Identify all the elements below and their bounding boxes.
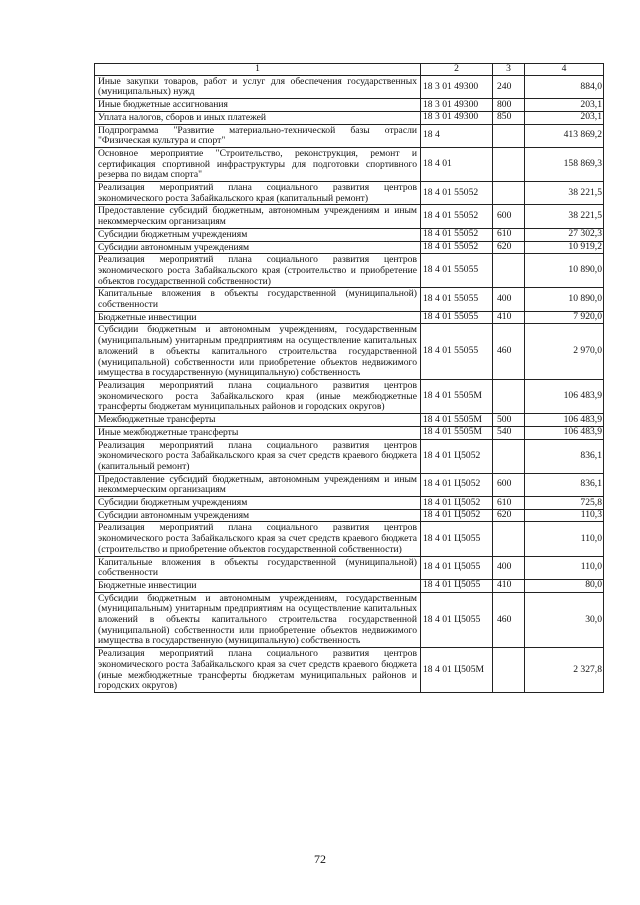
row-amount-cell: 2 970,0: [525, 324, 604, 380]
row-amount-cell: 884,0: [525, 75, 604, 98]
row-type-cell: 500: [493, 414, 525, 427]
table-row: [95, 99, 604, 112]
row-type-cell: 400: [493, 556, 525, 579]
row-name-cell: Реализация мероприятий плана социального развития центров экономического роста Забайкальского края (капитальный ремонт): [95, 182, 421, 205]
row-code-cell: 18 4 01 Ц5055: [421, 592, 493, 648]
table-row: [95, 439, 604, 473]
row-amount-cell: 725,8: [525, 497, 604, 510]
row-type-cell: 460: [493, 592, 525, 648]
row-code-cell: 18 4 01 Ц5052: [421, 497, 493, 510]
table-row: [95, 311, 604, 324]
table-row: [95, 182, 604, 205]
row-type-cell: 610: [493, 228, 525, 241]
table-row: [95, 473, 604, 496]
table-row: [95, 648, 604, 693]
table-row: [95, 228, 604, 241]
row-amount-cell: 80,0: [525, 579, 604, 592]
row-type-cell: 540: [493, 426, 525, 439]
row-code-cell: 18 4 01 5505М: [421, 414, 493, 427]
table-header-row: [95, 64, 604, 76]
row-amount-cell: 203,1: [525, 111, 604, 124]
table-row: [95, 379, 604, 413]
row-code-cell: 18 3 01 49300: [421, 99, 493, 112]
table-row: [95, 147, 604, 181]
row-type-cell: 410: [493, 311, 525, 324]
row-amount-cell: 836,1: [525, 439, 604, 473]
row-type-cell: [493, 124, 525, 147]
table-row: [95, 522, 604, 556]
row-code-cell: 18 4 01: [421, 147, 493, 181]
row-type-cell: [493, 147, 525, 181]
row-code-cell: 18 4 01 Ц5052: [421, 473, 493, 496]
table-row: [95, 241, 604, 254]
row-amount-cell: 7 920,0: [525, 311, 604, 324]
row-type-cell: 620: [493, 509, 525, 522]
row-code-cell: 18 4 01 5505М: [421, 426, 493, 439]
row-name-cell: Бюджетные инвестиции: [95, 579, 421, 592]
row-name-cell: Капитальные вложения в объекты государственной (муниципальной) собственности: [95, 288, 421, 311]
row-type-cell: 620: [493, 241, 525, 254]
row-amount-cell: 2 327,8: [525, 648, 604, 693]
table-row: [95, 111, 604, 124]
row-type-cell: [493, 254, 525, 288]
row-amount-cell: 38 221,5: [525, 205, 604, 228]
row-type-cell: [493, 439, 525, 473]
row-code-cell: 18 3 01 49300: [421, 75, 493, 98]
row-amount-cell: 836,1: [525, 473, 604, 496]
row-name-cell: Предоставление субсидий бюджетным, автономным учреждениям и иным некоммерческим организациям: [95, 473, 421, 496]
row-type-cell: 600: [493, 205, 525, 228]
row-name-cell: Иные закупки товаров, работ и услуг для обеспечения государственных (муниципальных) нужд: [95, 75, 421, 98]
page-number: 72: [314, 852, 326, 866]
header-cell-code: 2: [421, 64, 493, 76]
table-body: [95, 64, 604, 693]
row-type-cell: 850: [493, 111, 525, 124]
table-row: [95, 205, 604, 228]
row-code-cell: 18 3 01 49300: [421, 111, 493, 124]
row-name-cell: Уплата налогов, сборов и иных платежей: [95, 111, 421, 124]
row-type-cell: 240: [493, 75, 525, 98]
table-row: [95, 592, 604, 648]
row-code-cell: 18 4 01 55055: [421, 311, 493, 324]
row-code-cell: 18 4 01 Ц5055: [421, 556, 493, 579]
header-cell-name: 1: [95, 64, 421, 76]
row-name-cell: Субсидии бюджетным и автономным учреждениям, государственным (муниципальным) унитарным предприятиям на осуществление капитальных вложений в объекты капитального строительства государственной (муниципальной) собственности или приобретение объектов недвижимого имущества в государственную (муниципальную) собственность: [95, 592, 421, 648]
row-code-cell: 18 4 01 55052: [421, 205, 493, 228]
row-name-cell: Реализация мероприятий плана социального развития центров экономического роста Забайкальского края за счет средств краевого бюджета (строительство и приобретение объектов государственной собственности): [95, 522, 421, 556]
row-amount-cell: 27 302,3: [525, 228, 604, 241]
table-row: [95, 324, 604, 380]
row-name-cell: Иные межбюджетные трансферты: [95, 426, 421, 439]
row-code-cell: 18 4 01 Ц5055: [421, 522, 493, 556]
row-amount-cell: 10 890,0: [525, 288, 604, 311]
row-name-cell: Субсидии бюджетным учреждениям: [95, 497, 421, 510]
row-name-cell: Реализация мероприятий плана социального развития центров экономического роста Забайкальского края (строительство и приобретение объектов государственной собственности): [95, 254, 421, 288]
table-row: [95, 254, 604, 288]
table-row: [95, 497, 604, 510]
row-amount-cell: 106 483,9: [525, 426, 604, 439]
table-row: [95, 556, 604, 579]
row-type-cell: 610: [493, 497, 525, 510]
row-code-cell: 18 4 01 5505М: [421, 379, 493, 413]
table-row: [95, 426, 604, 439]
row-type-cell: 400: [493, 288, 525, 311]
row-type-cell: [493, 522, 525, 556]
row-name-cell: Иные бюджетные ассигнования: [95, 99, 421, 112]
row-name-cell: Реализация мероприятий плана социального развития центров экономического роста Забайкальского края за счет средств краевого бюджета (капитальный ремонт): [95, 439, 421, 473]
row-code-cell: 18 4 01 55052: [421, 241, 493, 254]
table-row: [95, 124, 604, 147]
row-type-cell: [493, 182, 525, 205]
row-name-cell: Реализация мероприятий плана социального развития центров экономического роста Забайкальского края за счет средств краевого бюджета (иные межбюджетные трансферты бюджетам муниципальных районов и городских округов): [95, 648, 421, 693]
row-code-cell: 18 4 01 55052: [421, 182, 493, 205]
row-code-cell: 18 4 01 55055: [421, 288, 493, 311]
table-row: [95, 414, 604, 427]
row-name-cell: Подпрограмма "Развитие материально-технической базы отрасли "Физическая культура и спорт": [95, 124, 421, 147]
row-name-cell: Межбюджетные трансферты: [95, 414, 421, 427]
row-amount-cell: 158 869,3: [525, 147, 604, 181]
row-amount-cell: 106 483,9: [525, 379, 604, 413]
row-code-cell: 18 4 01 55052: [421, 228, 493, 241]
row-amount-cell: 10 919,2: [525, 241, 604, 254]
row-code-cell: 18 4 01 Ц5055: [421, 579, 493, 592]
row-type-cell: 600: [493, 473, 525, 496]
header-cell-type: 3: [493, 64, 525, 76]
budget-table: [94, 63, 604, 693]
header-cell-amount: 4: [525, 64, 604, 76]
row-amount-cell: 38 221,5: [525, 182, 604, 205]
row-name-cell: Капитальные вложения в объекты государственной (муниципальной) собственности: [95, 556, 421, 579]
row-type-cell: 410: [493, 579, 525, 592]
row-amount-cell: 106 483,9: [525, 414, 604, 427]
table-row: [95, 579, 604, 592]
row-type-cell: [493, 379, 525, 413]
row-name-cell: Субсидии автономным учреждениям: [95, 509, 421, 522]
row-code-cell: 18 4 01 Ц505М: [421, 648, 493, 693]
row-amount-cell: 110,0: [525, 522, 604, 556]
row-type-cell: 460: [493, 324, 525, 380]
row-code-cell: 18 4: [421, 124, 493, 147]
row-amount-cell: 413 869,2: [525, 124, 604, 147]
row-amount-cell: 110,0: [525, 556, 604, 579]
row-name-cell: Бюджетные инвестиции: [95, 311, 421, 324]
row-code-cell: 18 4 01 55055: [421, 324, 493, 380]
row-amount-cell: 30,0: [525, 592, 604, 648]
row-name-cell: Основное мероприятие "Строительство, реконструкция, ремонт и сертификация спортивной инфраструктуры для подготовки спортивного резерва по видам спорта": [95, 147, 421, 181]
row-amount-cell: 10 890,0: [525, 254, 604, 288]
row-name-cell: Реализация мероприятий плана социального развития центров экономического роста Забайкальского края (иные межбюджетные трансферты бюджетам муниципальных районов и городских округов): [95, 379, 421, 413]
row-amount-cell: 110,3: [525, 509, 604, 522]
row-type-cell: 800: [493, 99, 525, 112]
row-name-cell: Субсидии бюджетным учреждениям: [95, 228, 421, 241]
row-code-cell: 18 4 01 Ц5052: [421, 439, 493, 473]
row-name-cell: Предоставление субсидий бюджетным, автономным учреждениям и иным некоммерческим организациям: [95, 205, 421, 228]
row-name-cell: Субсидии бюджетным и автономным учреждениям, государственным (муниципальным) унитарным предприятиям на осуществление капитальных вложений в объекты капитального строительства государственной (муниципальной) собственности или приобретение объектов недвижимого имущества в государственную (муниципальную) собственность: [95, 324, 421, 380]
table-row: [95, 288, 604, 311]
row-type-cell: [493, 648, 525, 693]
row-code-cell: 18 4 01 55055: [421, 254, 493, 288]
row-name-cell: Субсидии автономным учреждениям: [95, 241, 421, 254]
table-row: [95, 509, 604, 522]
row-amount-cell: 203,1: [525, 99, 604, 112]
row-code-cell: 18 4 01 Ц5052: [421, 509, 493, 522]
table-row: [95, 75, 604, 98]
